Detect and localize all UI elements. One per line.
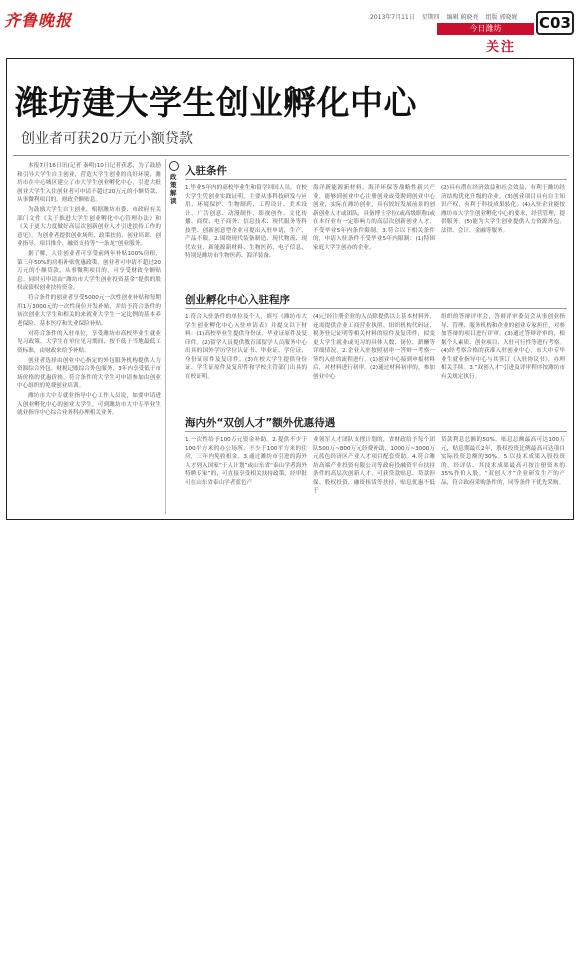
issue-weekday: 星期四 <box>421 14 440 21</box>
body-paragraph: 据了解，人住创业者可享受前两年补贴100%房租，第三年50%的房租补贴优惠政策，创业者可申请不超过20万元的小额贷款，从事微利项目的，可享受财政全额贴息。同时可申请由“潍坊市大学生创业投资基金”提供的股权或债权创业扶持资金。 <box>17 251 161 291</box>
headline: 潍坊建大学生创业孵化中心 <box>15 83 417 122</box>
issue-date: 2013年7月11日 <box>370 14 415 21</box>
section-rule <box>185 179 567 180</box>
newspaper-logo: 齐鲁晚报 <box>4 11 73 30</box>
section-rule <box>185 308 567 309</box>
body-paragraph: 创业者选择由创业中心指定的外包服务机构提供人力资源综合外包、财税记账综合外包服务，3年内享受低于市场价格的优惠价格。符合条件的大学生可申请参加由创业中心组织的免费创业培训。 <box>17 357 161 389</box>
editor-credit: 编辑 蔚晓亮 <box>446 14 479 21</box>
lead-column <box>17 162 161 512</box>
designer-credit: 组版 郭晓娓 <box>485 14 518 21</box>
body-paragraph: 对符合条件的入驻单位，享受潍坊市高校毕业生就业见习政策，大学生在单位见习期间，按不低于当地最低工资标准，由财政来给予补贴。 <box>17 330 161 354</box>
section-title-procedure: 创业孵化中心入驻程序 <box>185 294 290 306</box>
section-rule <box>185 431 567 432</box>
page-number: C03 <box>536 11 574 35</box>
issue-meta <box>370 12 522 21</box>
section-title-talent: 海内外“双创人才”额外优惠待遇 <box>185 417 336 429</box>
talent-col-1: 1.一次性给予100万元资金补助。2.提供不少于100平方米的办公场所，不少于100平方米的住房，三年内免收租金。3.通过潍坊市引进的海外人才列入国家“千人计划”或山东省“泰山学者海外特聘专家”的，可直接享受相关扶持政策，经审批可在山东省泰山学者蓝色产 <box>185 437 307 486</box>
section-name: 今日潍坊 <box>469 24 502 33</box>
procedure-col-2: (4)已经注册企业的入员除提供以上基本材料外，还需提供企业工商营业执照、组织机构代码证、税务登记证明等相关材料的原件及复印件，拟变更大学生就业或见习的具体人数、岗位、薪酬等详细情况。2.企业入驻按照初审一答辩一考察一签约入驻的流程进行。(1)创业中心接到申报材料后，对材料进行初审。(2)通过材料初审的，参加创业中心 <box>313 314 435 380</box>
talent-col-2: 业领军人才团队支撑计划的，省财政给予每个团队500万~800万元经费补助，1000万~3000万元蓝色经济区产业人才项目配套资助。4.符合潍坊高端产业投资有限公司等政府投融资平台扶持条件的高层次创新人才，可获贷款贴息、贷款担保、股权投资，融资租赁等扶持，贴息优惠不低于 <box>313 437 435 494</box>
section-title-conditions: 入驻条件 <box>185 165 227 177</box>
headline-rule <box>13 155 569 156</box>
talent-col-3: 贷款利息总额的50%，贴息总额最高可达100万元，贴息期最长2年，股权投资比例最高可达项目实际投资总额的30%。5.以技术成果入股投资的，经评估、其技术成果最高可按注册资本的35%作价入股。“双创人才”企业研发生产的产品，符合政府采购条件的，同等条件下优先采购。 <box>441 437 565 486</box>
procedure-col-3: 组织的答辩评审会，答辩评审委员会从事创业指导、管理、服务机构和企业的创业专家担任，对参加答辩的项目进行评审。(3)通过答辩评审的，根据个人素质、创业项目、入驻可行性等进行考察。(4)经考察合格的获准入驻创业中心，市大中专毕业生就业指导中心与其签订《入驻协议书》，办理相关手续。3.“双创人才”引进及评审程序按潍坊市有关规定执行。 <box>441 314 565 380</box>
subheadline: 创业者可获20万元小额贷款 <box>21 131 193 147</box>
section-banner <box>437 23 534 35</box>
column-divider <box>165 159 166 514</box>
body-paragraph: 符合条件的创业者享受5000元一次性创业补贴和每期用1万3000元的一次性岗位开发补贴，并给予符合条件的初次创业大学生和相关的来就业大学生一定比例的基本养老保险、基本医疗和失业保险补贴。 <box>17 295 161 327</box>
body-paragraph: 潍坊市大中专就业指导中心工作人员说，如要申请进入创业孵化中心的创业大学生，可到潍坊市大中专毕业生就业指导中心综合业务科办理相关业务。 <box>17 393 161 416</box>
masthead <box>0 0 580 60</box>
lead-paragraph: 本报7月16日讯(记者 秦明)10日记者获悉，为了鼓励和引导大学生自主创业，营造大学生创业的良好环境，潍坊市在中心城区建立了市大学生创业孵化中心，引进大批创业大学生入住创业者可申请不超过20万元的小额贷款，从事微利项目的，财政全额贴息。 <box>17 163 161 203</box>
policy-label: 政策解读 <box>170 173 177 205</box>
conditions-col-2: 海洋新能源新材料、海洋环保等战略性新兴产业，能够到创业中心注册创业或受聘到创业中心创业，实际在潍坊创业，具有较好发展前景的创新创业人才或团队，具备博士学位(或高级职称)或在本行业有一定影响力的高层次创新创业人才，不受毕业5年内条件限制。3.符合以下相关条件的，申请人驻条件不受毕业5年内限制：(1)特困家庭大学生创办的企业。 <box>313 185 435 251</box>
bullet-icon <box>169 161 179 171</box>
column-name: 关注 <box>486 40 517 55</box>
body-paragraph: 为鼓励大学生自主创业，根据潍坊市委、市政府有关部门文件《关于推进大学生创业孵化中心管理办法》和《关于更大力度做好高层次创新创业人才引进扶持工作的意见》，为创业者提供创业场所、政策扶持、创业培训、创业指导、项目推介、融资支持等“一条龙”创业服务。 <box>17 207 161 247</box>
article-frame <box>6 58 574 520</box>
conditions-col-1: 1.毕业5年内的高校毕业生和留学回国人员，在校大学生凭创业实践证明，主要从事科技研发与应用、环境保护、生物制药、工程设计、美术设计、广告创意、动漫制作、影视创作、文化传播、商贸、电子商务、信息技术、现代服务等科技型、创新创意型企业可提出入驻申请，生产、产品不限。2.围绕现代装备制造、现代物流、现代农业、新能源新材料、生物医药、电子信息、特别是潍坊市生物医药、海洋装备、 <box>185 185 307 259</box>
conditions-col-3: (2)具有潜在经济效益和社会效益，有利于潍坊经济结构优化升级的企业。(3)创业项目具有自主知识产权，有利于科技成果转化。(4)入驻企业能按潍坊市大学生创业孵化中心的要求，经营管理，提供服务。(5)能为大学生创业提供人力资源外包、法律、会计、金融等服务。 <box>441 185 565 234</box>
procedure-col-1: 1.符合入驻条件的单位及个人，填写《潍坊市大学生创业孵化中心入驻申请表》并提交以下材料：(1)高校毕业生提供身份证、毕业证原件及复印件。(2)留学人员提供教育部留学人员服务中心出具的国外学历学位认证书、毕业证、学位证、身份证原件及复印件。(3)在校大学生提供身份证、学生证原件及复印件和学校主管部门出具的在校证明。 <box>185 314 307 380</box>
